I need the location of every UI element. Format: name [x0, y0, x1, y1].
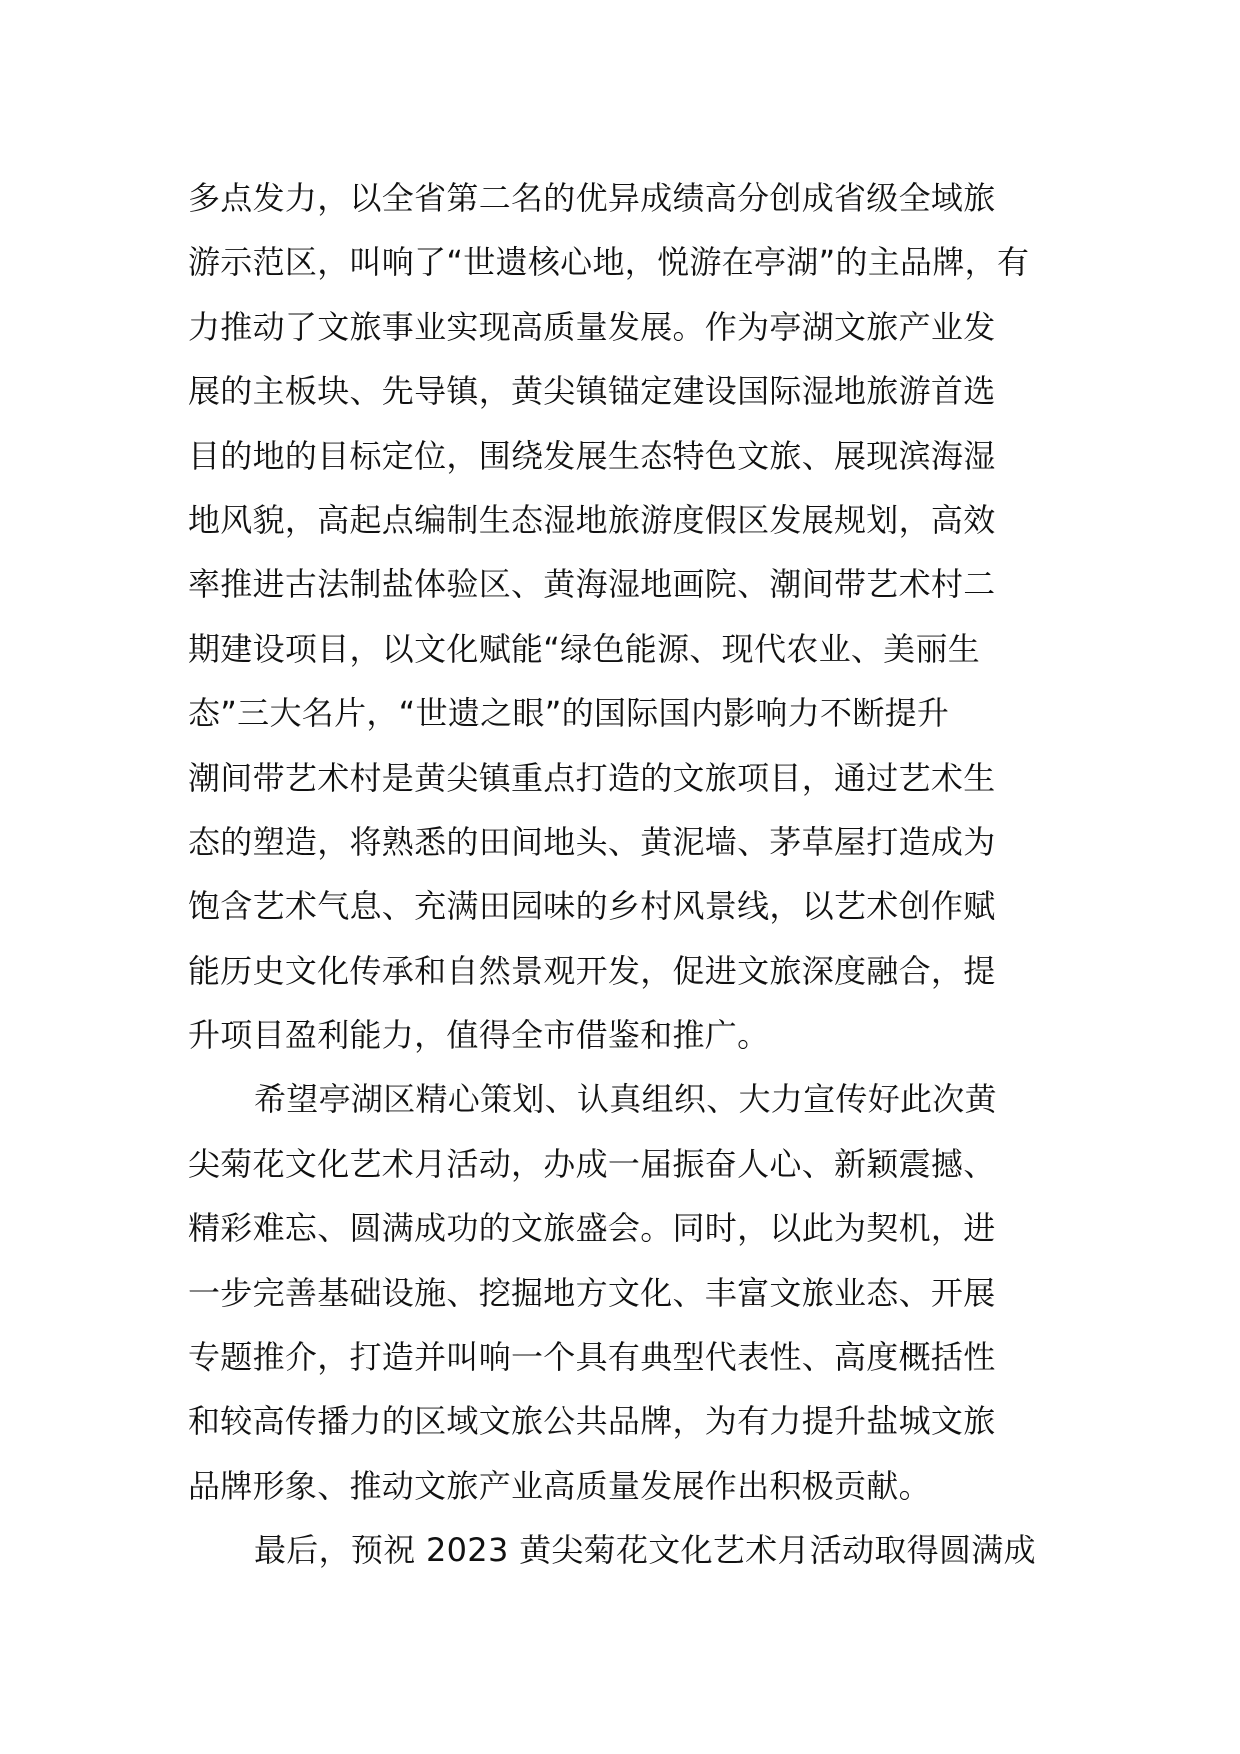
text-line: 态的塑造，将熟悉的田间地头、黄泥墙、茅草屋打造成为: [188, 822, 996, 861]
text-line: 升项目盈利能力，值得全市借鉴和推广。: [188, 1016, 770, 1055]
text-line: 目的地的目标定位，围绕发展生态特色文旅、展现滨海湿: [188, 436, 996, 475]
text-line: 期建设项目，以文化赋能“绿色能源、现代农业、美丽生: [188, 629, 981, 668]
text-line: 专题推介，打造并叫响一个具有典型代表性、高度概括性: [188, 1338, 996, 1377]
text-line: 一步完善基础设施、挖掘地方文化、丰富文旅业态、开展: [188, 1273, 996, 1312]
text-line: 饱含艺术气息、充满田园味的乡村风景线，以艺术创作赋: [188, 887, 996, 926]
text-line: 力推动了文旅事业实现高质量发展。作为亭湖文旅产业发: [188, 307, 996, 346]
document-body: [188, 166, 1058, 1583]
text-line: 多点发力，以全省第二名的优异成绩高分创成省级全域旅: [188, 179, 996, 217]
text-line: 游示范区，叫响了“世遗核心地，悦游在亭湖”的主品牌，有: [188, 243, 1030, 282]
paragraph-first-line: 最后，预祝 2023 黄尖菊花文化艺术月活动取得圆满成: [254, 1531, 1036, 1570]
text-line: 和较高传播力的区域文旅公共品牌，为有力提升盐城文旅: [188, 1402, 996, 1441]
text-line: 品牌形象、推动文旅产业高质量发展作出积极贡献。: [188, 1466, 931, 1505]
text-line: 尖菊花文化艺术月活动，办成一届振奋人心、新颖震撼、: [188, 1144, 996, 1183]
text-line: 展的主板块、先导镇，黄尖镇锚定建设国际湿地旅游首选: [188, 372, 996, 411]
text-line: 精彩难忘、圆满成功的文旅盛会。同时，以此为契机，进: [188, 1209, 996, 1248]
text-line: 潮间带艺术村是黄尖镇重点打造的文旅项目，通过艺术生: [188, 758, 996, 797]
paragraph-first-line: 希望亭湖区精心策划、认真组织、大力宣传好此次黄: [254, 1080, 997, 1119]
text-line: 能历史文化传承和自然景观开发，促进文旅深度融合，提: [188, 951, 996, 990]
text-line: 率推进古法制盐体验区、黄海湿地画院、潮间带艺术村二: [188, 565, 996, 604]
text-line: 地风貌，高起点编制生态湿地旅游度假区发展规划，高效: [188, 500, 996, 539]
text-line: 态”三大名片，“世遗之眼”的国际国内影响力不断提升: [188, 694, 950, 733]
